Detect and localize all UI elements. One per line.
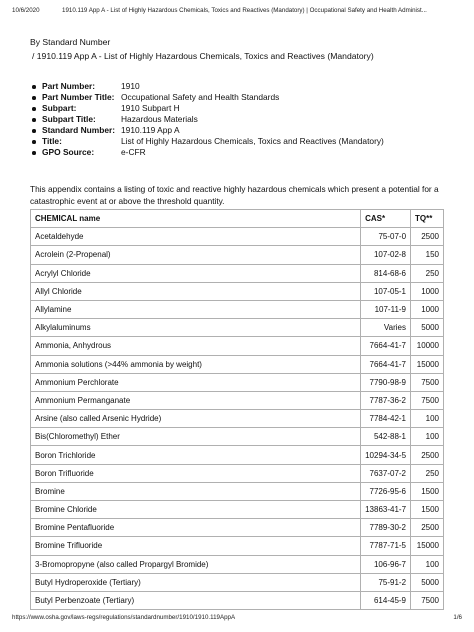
cell-tq: 15000 <box>411 537 444 555</box>
cell-cas: Varies <box>361 319 411 337</box>
meta-part-number <box>30 81 384 92</box>
cell-cas: 75-07-0 <box>361 228 411 246</box>
cell-cas: 7784-42-1 <box>361 410 411 428</box>
table-row <box>31 519 444 537</box>
meta-value: 1910 Subpart H <box>121 103 180 113</box>
meta-title <box>30 136 384 147</box>
cell-cas: 7787-36-2 <box>361 391 411 409</box>
cell-chemical-name: Acetaldehyde <box>31 228 361 246</box>
cell-chemical-name: Bromine Pentafluoride <box>31 519 361 537</box>
cell-cas: 75-91-2 <box>361 573 411 591</box>
table-row <box>31 373 444 391</box>
cell-tq: 100 <box>411 555 444 573</box>
cell-tq: 100 <box>411 428 444 446</box>
table-header-row <box>31 210 444 228</box>
table-row <box>31 482 444 500</box>
cell-tq: 15000 <box>411 355 444 373</box>
cell-chemical-name: Arsine (also called Arsenic Hydride) <box>31 410 361 428</box>
cell-chemical-name: Bromine <box>31 482 361 500</box>
meta-key: Part Number Title: <box>42 92 115 102</box>
print-date: 10/6/2020 <box>12 7 40 14</box>
cell-tq: 2500 <box>411 228 444 246</box>
print-footer <box>12 614 462 621</box>
cell-cas: 7664-41-7 <box>361 337 411 355</box>
cell-tq: 1000 <box>411 300 444 318</box>
meta-value: 1910.119 App A <box>121 125 180 135</box>
meta-key: Title: <box>42 136 62 146</box>
print-title: 1910.119 App A - List of Highly Hazardous Chemicals, Toxics and Reactives (Mandatory) | Occupational Safety and Health Administ... <box>62 7 427 14</box>
cell-tq: 2500 <box>411 446 444 464</box>
cell-chemical-name: Butyl Hydroperoxide (Tertiary) <box>31 573 361 591</box>
chemicals-table <box>30 209 444 610</box>
cell-chemical-name: Ammonium Perchlorate <box>31 373 361 391</box>
meta-value: 1910 <box>121 81 140 91</box>
cell-cas: 7789-30-2 <box>361 519 411 537</box>
cell-cas: 10294-34-5 <box>361 446 411 464</box>
cell-tq: 100 <box>411 410 444 428</box>
cell-tq: 5000 <box>411 573 444 591</box>
cell-chemical-name: Boron Trichloride <box>31 446 361 464</box>
cell-tq: 250 <box>411 464 444 482</box>
cell-tq: 250 <box>411 264 444 282</box>
cell-chemical-name: Allylamine <box>31 300 361 318</box>
table-row <box>31 246 444 264</box>
table-row <box>31 391 444 409</box>
cell-cas: 107-02-8 <box>361 246 411 264</box>
cell-cas: 7664-41-7 <box>361 355 411 373</box>
cell-cas: 7790-98-9 <box>361 373 411 391</box>
meta-key: Subpart: <box>42 103 77 113</box>
breadcrumb <box>30 35 374 63</box>
cell-tq: 1500 <box>411 501 444 519</box>
table-row <box>31 446 444 464</box>
table-row <box>31 319 444 337</box>
cell-chemical-name: Acrolein (2-Propenal) <box>31 246 361 264</box>
header-cas: CAS* <box>361 210 411 228</box>
cell-chemical-name: Butyl Perbenzoate (Tertiary) <box>31 591 361 609</box>
cell-cas: 106-96-7 <box>361 555 411 573</box>
cell-tq: 7500 <box>411 591 444 609</box>
meta-key: Subpart Title: <box>42 114 96 124</box>
cell-tq: 7500 <box>411 373 444 391</box>
meta-gpo-source <box>30 147 384 158</box>
cell-tq: 5000 <box>411 319 444 337</box>
cell-chemical-name: Allyl Chloride <box>31 282 361 300</box>
cell-chemical-name: Ammonium Permanganate <box>31 391 361 409</box>
meta-standard-number <box>30 125 384 136</box>
cell-chemical-name: Boron Trifluoride <box>31 464 361 482</box>
meta-part-number-title <box>30 92 384 103</box>
table-row <box>31 555 444 573</box>
table-row <box>31 337 444 355</box>
breadcrumb-current: / 1910.119 App A - List of Highly Hazardous Chemicals, Toxics and Reactives (Mandatory) <box>32 51 374 61</box>
meta-subpart-title <box>30 114 384 125</box>
cell-tq: 2500 <box>411 519 444 537</box>
table-row <box>31 300 444 318</box>
table-row <box>31 537 444 555</box>
meta-subpart <box>30 103 384 114</box>
table-row <box>31 591 444 609</box>
cell-cas: 7637-07-2 <box>361 464 411 482</box>
cell-tq: 7500 <box>411 391 444 409</box>
meta-key: Standard Number: <box>42 125 116 135</box>
cell-chemical-name: 3-Bromopropyne (also called Propargyl Bromide) <box>31 555 361 573</box>
cell-chemical-name: Alkylaluminums <box>31 319 361 337</box>
meta-value: e-CFR <box>121 147 146 157</box>
table-row <box>31 282 444 300</box>
meta-value: Occupational Safety and Health Standards <box>121 92 280 102</box>
header-tq: TQ** <box>411 210 444 228</box>
table-row <box>31 501 444 519</box>
cell-chemical-name: Acrylyl Chloride <box>31 264 361 282</box>
cell-tq: 1500 <box>411 482 444 500</box>
table-row <box>31 573 444 591</box>
cell-cas: 107-11-9 <box>361 300 411 318</box>
meta-key: Part Number: <box>42 81 96 91</box>
cell-cas: 13863-41-7 <box>361 501 411 519</box>
cell-chemical-name: Bis(Chloromethyl) Ether <box>31 428 361 446</box>
print-url: https://www.osha.gov/laws-regs/regulations/standardnumber/1910/1910.119AppA <box>12 614 236 621</box>
cell-chemical-name: Ammonia solutions (>44% ammonia by weight) <box>31 355 361 373</box>
cell-cas: 614-45-9 <box>361 591 411 609</box>
meta-value: Hazardous Materials <box>121 114 198 124</box>
cell-chemical-name: Ammonia, Anhydrous <box>31 337 361 355</box>
cell-cas: 7787-71-5 <box>361 537 411 555</box>
breadcrumb-link-standard-number[interactable]: By Standard Number <box>30 37 111 47</box>
cell-tq: 150 <box>411 246 444 264</box>
intro-paragraph: This appendix contains a listing of toxic and reactive highly hazardous chemicals which present a potential for a catastrophic event at or above the threshold quantity. <box>30 184 439 206</box>
table-row <box>31 355 444 373</box>
standard-meta-list <box>30 81 384 158</box>
cell-chemical-name: Bromine Trifluoride <box>31 537 361 555</box>
table-row <box>31 264 444 282</box>
cell-tq: 1000 <box>411 282 444 300</box>
header-chemical-name: CHEMICAL name <box>31 210 361 228</box>
cell-chemical-name: Bromine Chloride <box>31 501 361 519</box>
cell-cas: 7726-95-6 <box>361 482 411 500</box>
cell-cas: 542-88-1 <box>361 428 411 446</box>
table-row <box>31 464 444 482</box>
print-header <box>12 7 462 14</box>
table-row <box>31 228 444 246</box>
cell-cas: 814-68-6 <box>361 264 411 282</box>
cell-cas: 107-05-1 <box>361 282 411 300</box>
meta-value: List of Highly Hazardous Chemicals, Toxics and Reactives (Mandatory) <box>121 136 384 146</box>
table-row <box>31 410 444 428</box>
table-row <box>31 428 444 446</box>
cell-tq: 10000 <box>411 337 444 355</box>
meta-key: GPO Source: <box>42 147 95 157</box>
page-number: 1/6 <box>453 614 462 621</box>
